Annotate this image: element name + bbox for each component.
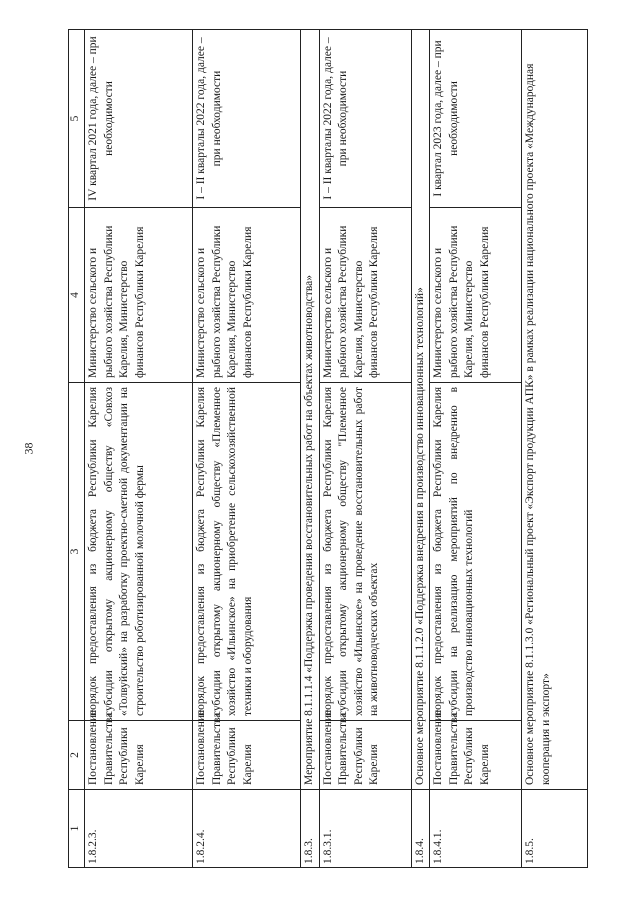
section-row [522,30,588,868]
section-title: Основное мероприятие 8.1.1.2.0 «Поддержка внедрения в производство инновационных технологий» [411,30,430,790]
row-description: порядок предоставления из бюджета Республики Карелия субсидии открытому акционерному обществу "Племенное хозяйство «Ильинское» на проведение восстановительных работ на животноводческих объектах [319,383,411,721]
row-number: 1.8.2.4. [193,790,301,868]
header-cell-4: 4 [69,208,85,383]
row-responsible: Министерство сельского и рыбного хозяйства Республики Карелия, Министерство финансов Республики Карелия [319,208,411,383]
row-deadline: I квартал 2023 года, далее – при необходимости [430,30,522,208]
row-number: 1.8.4.1. [430,790,522,868]
rotated-table-container [68,30,588,868]
row-responsible: Министерство сельского и рыбного хозяйства Республики Карелия, Министерство финансов Республики Карелия [430,208,522,383]
row-document-type: Постановление Правительства Республики Карелия [193,721,301,790]
action-plan-table [68,29,588,868]
header-cell-3: 3 [69,383,85,721]
row-deadline: IV квартал 2021 года, далее – при необходимости [85,30,193,208]
row-deadline: I – II кварталы 2022 года, далее – при необходимости [193,30,301,208]
section-number: 1.8.4. [411,790,430,868]
row-document-type: Постановление Правительства Республики Карелия [85,721,193,790]
section-number: 1.8.5. [522,790,588,868]
section-title: Мероприятие 8.1.1.1.4 «Поддержка проведения восстановительных работ на объектах животноводства» [301,30,320,790]
row-number: 1.8.2.3. [85,790,193,868]
section-title: Основное мероприятие 8.1.1.3.0 «Региональный проект «Экспорт продукции АПК» в рамках реализации национального проекта «Международная кооперация и экспорт» [522,30,588,790]
table-row [319,30,411,868]
table-row [193,30,301,868]
header-cell-2: 2 [69,721,85,790]
row-responsible: Министерство сельского и рыбного хозяйства Республики Карелия, Министерство финансов Республики Карелия [85,208,193,383]
section-row [411,30,430,868]
table-header-row [69,30,85,868]
header-cell-1: 1 [69,790,85,868]
row-description: порядок предоставления из бюджета Республики Карелия субсидии открытому акционерному обществу «Совхоз «Толвуйский» на разработку проектно-сметной документации на строительство роботизированной молочной фермы [85,383,193,721]
row-description: порядок предоставления из бюджета Республики Карелия субсидии на реализацию мероприятий по внедрению в производство инновационных технологий [430,383,522,721]
table-row [85,30,193,868]
table-row [430,30,522,868]
row-responsible: Министерство сельского и рыбного хозяйства Республики Карелия, Министерство финансов Республики Карелия [193,208,301,383]
section-row [301,30,320,868]
row-document-type: Постановление Правительства Республики Карелия [430,721,522,790]
header-cell-5: 5 [69,30,85,208]
row-description: порядок предоставления из бюджета Республики Карелия субсидии открытому акционерному обществу «Племенное хозяйство «Ильинское» на приобретение сельскохозяйственной техники и оборудования [193,383,301,721]
section-number: 1.8.3. [301,790,320,868]
row-document-type: Постановление Правительства Республики Карелия [319,721,411,790]
row-number: 1.8.3.1. [319,790,411,868]
row-deadline: I – II кварталы 2022 года, далее – при необходимости [319,30,411,208]
page-number: 38 [21,442,36,455]
